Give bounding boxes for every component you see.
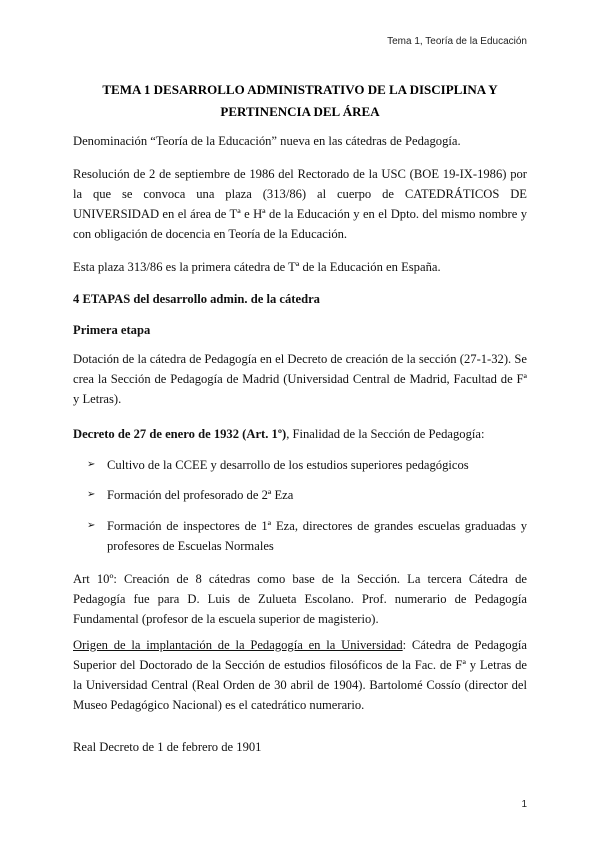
bullet-text: Formación del profesorado de 2ª Eza xyxy=(107,488,294,502)
heading-primera-etapa: Primera etapa xyxy=(73,323,151,337)
paragraph-art10: Art 10º: Creación de 8 cátedras como base de la Sección. La tercera Cátedra de Pedagogía fue para D. Luis de Zulueta Escolano. Prof. numerario de Pedagogía Fundamental (profesor de la escuela superior de magisterio). xyxy=(73,572,527,626)
origen-underlined: Origen de la implantación de la Pedagogía en la Universidad xyxy=(73,638,403,652)
bullet-text: Cultivo de la CCEE y desarrollo de los estudios superiores pedagógicos xyxy=(107,458,469,472)
heading-etapas: 4 ETAPAS del desarrollo admin. de la cátedra xyxy=(73,292,320,306)
paragraph-decreto xyxy=(73,424,527,444)
decreto-rest: , Finalidad de la Sección de Pedagogía: xyxy=(286,427,485,441)
paragraph-real-decreto: Real Decreto de 1 de febrero de 1901 xyxy=(73,740,262,754)
paragraph-plaza: Esta plaza 313/86 es la primera cátedra de Tª de la Educación en España. xyxy=(73,260,441,274)
bullet-text: Formación de inspectores de 1ª Eza, directores de grandes escuelas graduadas y profesores de Escuelas Normales xyxy=(107,519,527,553)
paragraph-dotacion: Dotación de la cátedra de Pedagogía en el Decreto de creación de la sección (27-1-32). Se crea la Sección de Pedagogía de Madrid (Universidad Central de Madrid, Facultad de Fª y Letras). xyxy=(73,352,527,406)
page-number: 1 xyxy=(521,799,527,810)
arrow-bullet-icon: ➢ xyxy=(87,459,96,470)
paragraph-denominacion: Denominación “Teoría de la Educación” nueva en las cátedras de Pedagogía. xyxy=(73,134,461,148)
arrow-bullet-icon: ➢ xyxy=(87,489,96,500)
paragraph-origen xyxy=(73,635,527,715)
title-line-1: TEMA 1 DESARROLLO ADMINISTRATIVO DE LA DISCIPLINA Y xyxy=(102,82,498,97)
title-line-2: PERTINENCIA DEL ÁREA xyxy=(220,104,380,119)
list-item xyxy=(87,516,527,556)
running-header: Tema 1, Teoría de la Educación xyxy=(387,36,527,47)
paragraph-resolucion: Resolución de 2 de septiembre de 1986 del Rectorado de la USC (BOE 19-IX-1986) por la que se convoca una plaza (313/86) al cuerpo de CATEDRÁTICOS DE UNIVERSIDAD en el área de Tª e Hª de la Educación y en el Dpto. del mismo nombre y con obligación de docencia en Teoría de la Educación. xyxy=(73,167,527,241)
arrow-bullet-icon: ➢ xyxy=(87,520,96,531)
list-item xyxy=(87,485,527,505)
decreto-bold: Decreto de 27 de enero de 1932 (Art. 1º) xyxy=(73,427,287,441)
document-title xyxy=(73,79,527,123)
origen-rest: : Cátedra de Pedagogía Superior del Doctorado de la Sección de estudios filosóficos de la Fac. de Fª y Letras de la Universidad Central (Real Orden de 30 abril de 1904). Bartolomé Cossío (director del Museo Pedagógico Nacional) es el catedrático numerario. xyxy=(73,638,527,712)
list-item xyxy=(87,455,527,475)
